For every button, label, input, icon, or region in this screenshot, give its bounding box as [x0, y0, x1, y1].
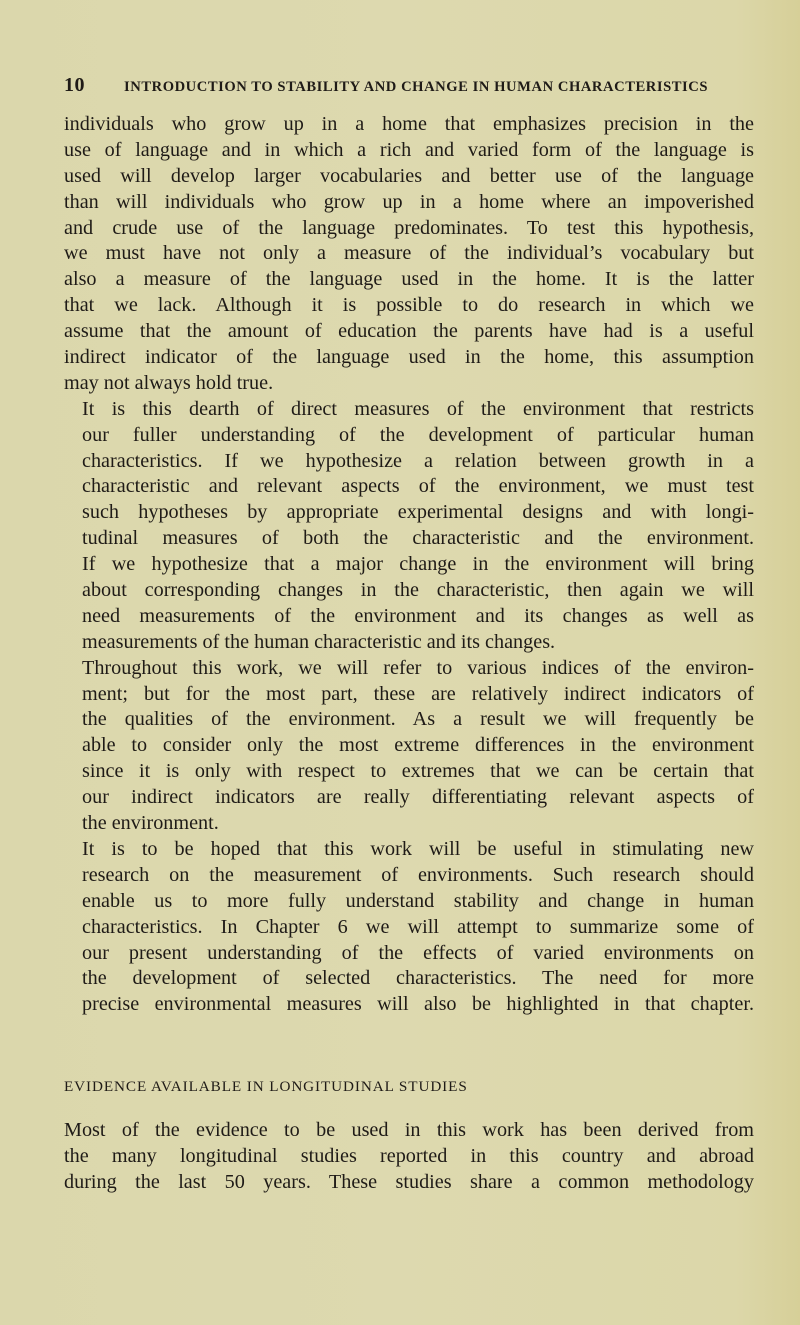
text-line: than will individuals who grow up in a home where an impoverished: [64, 190, 754, 213]
text-line: indirect indicator of the language used in the home, this assumption: [64, 346, 754, 369]
text-line: It is this dearth of direct measures of the environment that restricts: [82, 397, 754, 420]
text-line: It is to be hoped that this work will be useful in stimulating new: [82, 837, 754, 860]
body-text: [64, 112, 754, 1196]
text-line: may not always hold true.: [64, 371, 274, 394]
text-line: Throughout this work, we will refer to various indices of the environ-: [82, 656, 754, 679]
text-line: need measurements of the environment and its changes as well as: [82, 604, 754, 627]
text-line: the qualities of the environment. As a result we will frequently be: [82, 708, 754, 731]
text-line: and crude use of the language predominates. To test this hypothesis,: [64, 216, 754, 239]
text-line: precise environmental measures will also be highlighted in that chapter.: [82, 993, 754, 1016]
text-line: the development of selected characteristics. The need for more: [82, 967, 754, 990]
text-line: also a measure of the language used in the home. It is the latter: [64, 268, 754, 291]
text-line: the environment.: [82, 812, 219, 835]
text-line: characteristics. In Chapter 6 we will attempt to summarize some of: [82, 915, 754, 938]
text-line: tudinal measures of both the characteristic and the environment.: [82, 527, 754, 550]
text-line: measurements of the human characteristic and its changes.: [82, 630, 556, 653]
paragraph-1: [64, 112, 754, 397]
running-title: INTRODUCTION TO STABILITY AND CHANGE IN HUMAN CHARACTERISTICS: [124, 79, 709, 95]
text-line: If we hypothesize that a major change in the environment will bring: [82, 553, 754, 576]
text-line: used will develop larger vocabularies and better use of the language: [64, 164, 754, 187]
running-head: [64, 74, 754, 100]
paragraph-2: [64, 397, 754, 656]
section-heading: EVIDENCE AVAILABLE IN LONGITUDINAL STUDIES: [64, 1078, 468, 1096]
paragraph-3: [64, 656, 754, 837]
text-line: Most of the evidence to be used in this work has been derived from: [64, 1119, 754, 1142]
text-line: about corresponding changes in the characteristic, then again we will: [82, 579, 754, 602]
text-line: the many longitudinal studies reported in this country and abroad: [64, 1145, 754, 1168]
text-line: such hypotheses by appropriate experimental designs and with longi-: [82, 501, 754, 524]
section-paragraph-1: [64, 1118, 754, 1196]
text-line: our fuller understanding of the development of particular human: [82, 423, 754, 446]
text-line: characteristic and relevant aspects of the environment, we must test: [82, 475, 754, 498]
text-line: research on the measurement of environments. Such research should: [82, 863, 754, 886]
text-line: individuals who grow up in a home that emphasizes precision in the: [64, 113, 754, 135]
text-line: able to consider only the most extreme differences in the environment: [82, 734, 754, 757]
text-line: during the last 50 years. These studies share a common methodology: [64, 1170, 754, 1193]
text-line: since it is only with respect to extremes that we can be certain that: [82, 760, 754, 783]
paragraph-4: [64, 837, 754, 1018]
text-line: assume that the amount of education the parents have had is a useful: [64, 320, 754, 343]
text-line: our indirect indicators are really differentiating relevant aspects of: [82, 786, 754, 809]
text-line: our present understanding of the effects of varied environments on: [82, 941, 754, 964]
text-line: characteristics. If we hypothesize a relation between growth in a: [82, 449, 754, 472]
text-line: we must have not only a measure of the individual’s vocabulary but: [64, 242, 754, 265]
text-line: use of language and in which a rich and varied form of the language is: [64, 138, 754, 161]
page-number: 10: [64, 74, 85, 96]
text-line: ment; but for the most part, these are relatively indirect indicators of: [82, 682, 754, 705]
text-line: enable us to more fully understand stability and change in human: [82, 889, 754, 912]
text-line: that we lack. Although it is possible to do research in which we: [64, 294, 754, 317]
